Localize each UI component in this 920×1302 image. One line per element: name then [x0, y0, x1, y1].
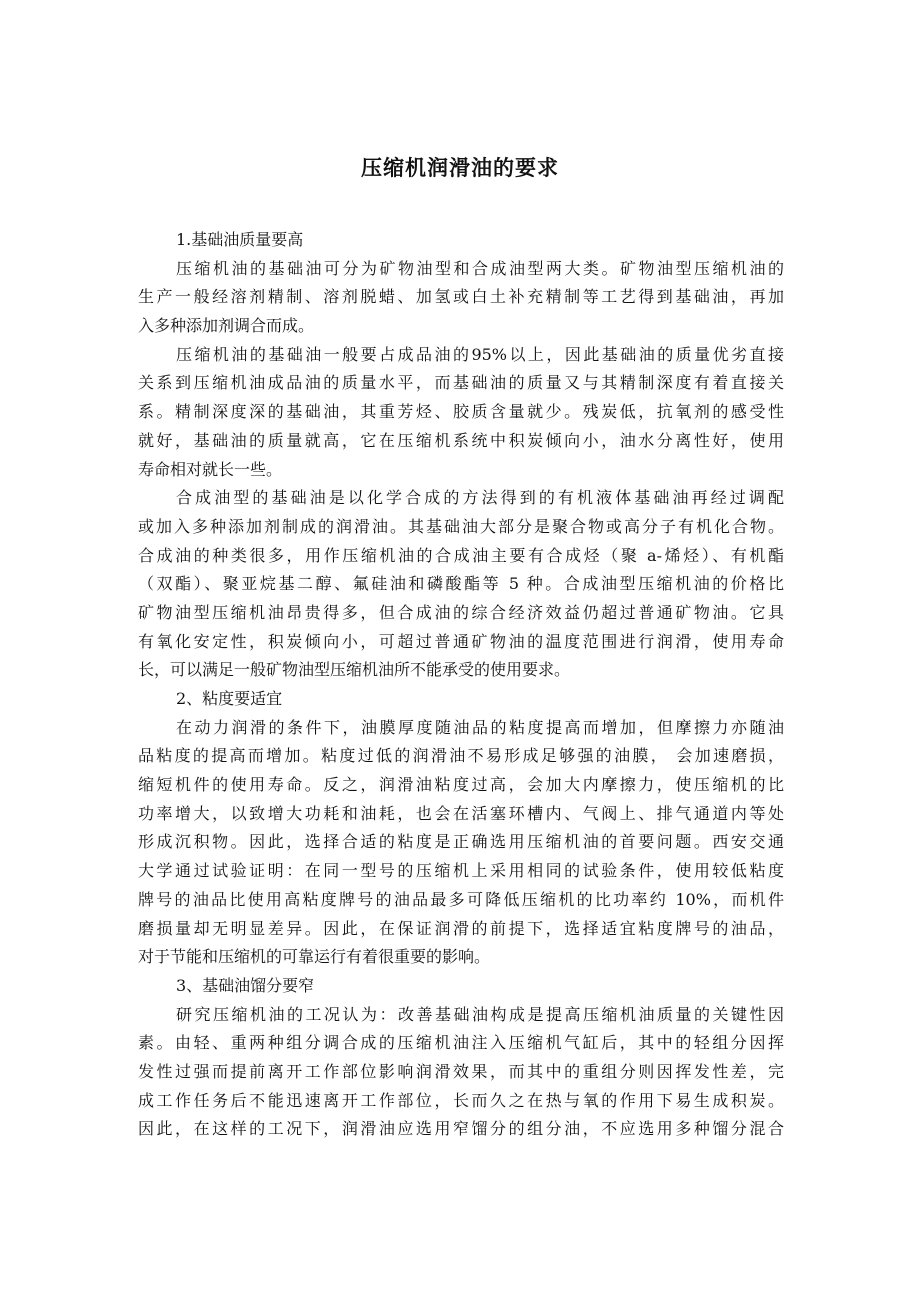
- text-line: 3、基础油馏分要窄: [176, 975, 315, 995]
- text-line: 1.基础油质量要高: [176, 230, 304, 249]
- text-line: 或加入多种添加剂制成的润滑油。其基础油大部分是聚合物或高分子有机化合物。: [138, 516, 784, 536]
- text-line: 有氧化安定性，积炭倾向小，可超过普通矿物油的温度范围进行润滑，使用寿命: [138, 631, 784, 651]
- text-line: 合成油型的基础油是以化学合成的方法得到的有机液体基础油再经过调配: [176, 488, 784, 508]
- text-line: 因此，在这样的工况下，润滑油应选用窄馏分的组分油，不应选用多种馏分混合: [138, 1119, 784, 1139]
- text-line: 系。精制深度深的基础油，其重芳烃、胶质含量就少。残炭低，抗氧剂的感受性: [138, 402, 784, 422]
- text-line: 关系到压缩机油成品油的质量水平，而基础油的质量又与其精制深度有着直接关: [138, 373, 784, 393]
- text-line: 合成油的种类很多，用作压缩机油的合成油主要有合成烃（聚 a-烯烃）、有机酯: [138, 545, 784, 565]
- text-line: 缩短机件的使用寿命。反之，润滑油粘度过高，会加大内摩擦力，使压缩机的比: [138, 775, 784, 795]
- text-line: 功率增大，以致增大功耗和油耗，也会在活塞环槽内、气阀上、排气通道内等处: [138, 803, 784, 823]
- page-title: 压缩机润滑油的要求: [361, 155, 559, 180]
- text-line: 研究压缩机油的工况认为：改善基础油构成是提高压缩机油质量的关键性因: [176, 1004, 784, 1024]
- text-line: 2、粘度要适宜: [176, 689, 283, 708]
- text-line: 磨损量却无明显差异。因此，在保证润滑的前提下，选择适宜粘度牌号的油品，: [138, 918, 784, 938]
- text-line: （双酯）、聚亚烷基二醇、氟硅油和磷酸酯等 5 种。合成油型压缩机油的价格比: [138, 574, 784, 594]
- text-line: 寿命相对就长一些。: [138, 459, 283, 479]
- document-body: [138, 226, 784, 1144]
- text-line: 就好，基础油的质量就高，它在压缩机系统中积炭倾向小，油水分离性好，使用: [138, 430, 784, 450]
- text-line: 成工作任务后不能迅速离开工作部位，长而久之在热与氧的作用下易生成积炭。: [138, 1090, 784, 1110]
- text-line: 长，可以满足一般矿物油型压缩机油所不能承受的使用要求。: [138, 660, 571, 680]
- text-line: 压缩机油的基础油可分为矿物油型和合成油型两大类。矿物油型压缩机油的: [176, 258, 784, 278]
- text-line: 入多种添加剂调合而成。: [138, 316, 315, 336]
- text-line: 发性过强而提前离开工作部位影响润滑效果，而其中的重组分则因挥发性差，完: [138, 1061, 784, 1081]
- text-line: 素。由轻、重两种组分调合成的压缩机油注入压缩机气缸后，其中的轻组分因挥: [138, 1033, 784, 1053]
- text-line: 在动力润滑的条件下，油膜厚度随油品的粘度提高而增加，但摩擦力亦随油: [176, 717, 784, 737]
- text-line: 生产一般经溶剂精制、溶剂脱蜡、加氢或白土补充精制等工艺得到基础油，再加: [138, 287, 784, 307]
- text-line: 压缩机油的基础油一般要占成品油的95%以上，因此基础油的质量优劣直接: [176, 344, 784, 364]
- text-line: 品粘度的提高而增加。粘度过低的润滑油不易形成足够强的油膜， 会加速磨损，: [138, 746, 784, 766]
- text-line: 牌号的油品比使用高粘度牌号的油品最多可降低压缩机的比功率约 10%，而机件: [138, 889, 784, 909]
- text-line: 对于节能和压缩机的可靠运行有着很重要的影响。: [138, 947, 491, 967]
- text-line: 形成沉积物。因此，选择合适的粘度是正确选用压缩机油的首要问题。西安交通: [138, 832, 784, 852]
- text-line: 矿物油型压缩机油昂贵得多，但合成油的综合经济效益仍超过普通矿物油。它具: [138, 602, 784, 622]
- text-line: 大学通过试验证明：在同一型号的压缩机上采用相同的试验条件，使用较低粘度: [138, 861, 784, 881]
